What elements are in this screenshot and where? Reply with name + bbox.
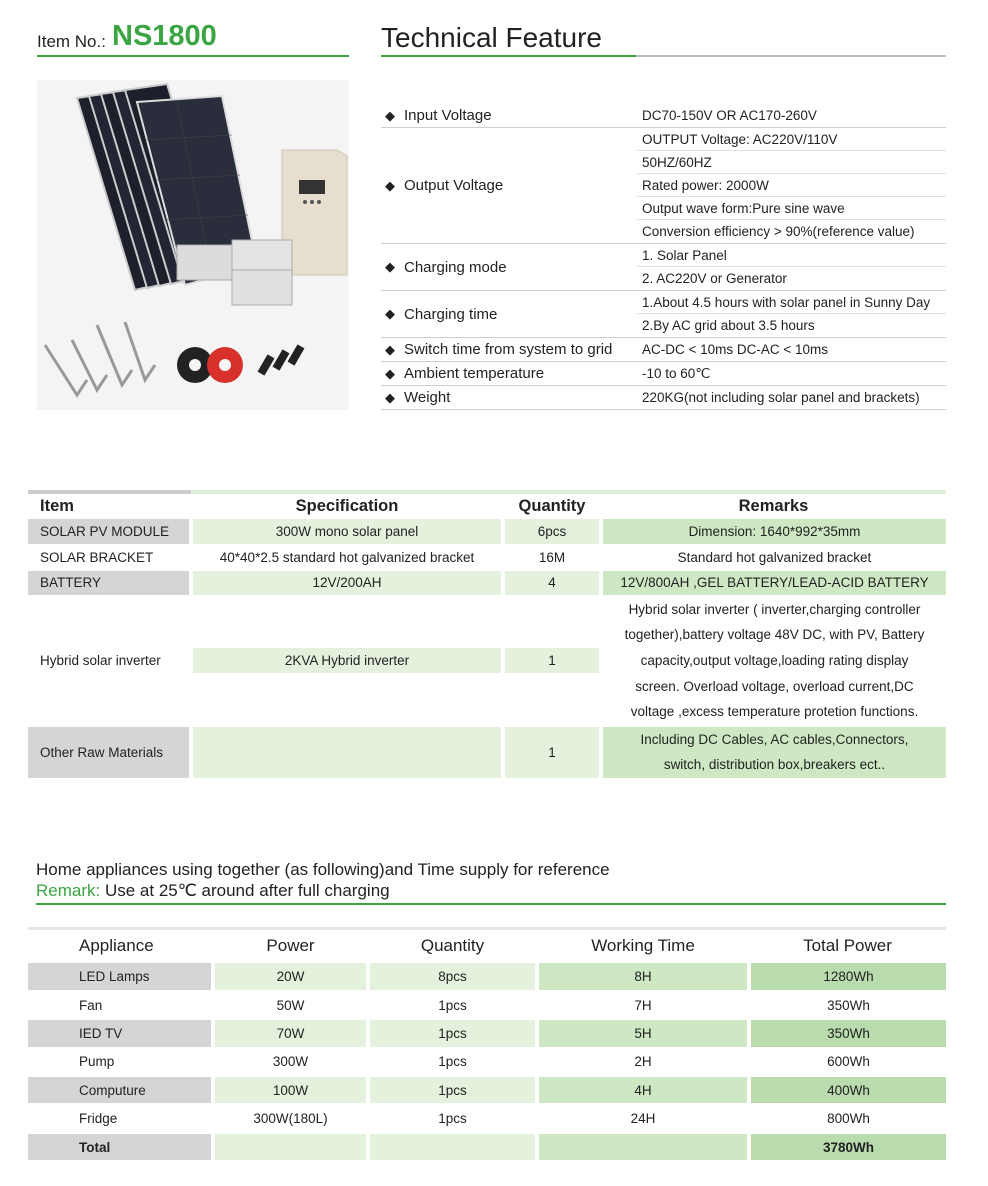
feature-value: Rated power: 2000W <box>637 174 946 197</box>
feature-value: -10 to 60℃ <box>642 366 711 381</box>
item-label: Hybrid solar inverter <box>40 653 161 669</box>
feature-value: 2. AC220V or Generator <box>642 271 787 286</box>
total-power-cell: 350Wh <box>749 1019 946 1047</box>
working-time-cell: 8H <box>537 963 749 991</box>
remarks-line: capacity,output voltage,loading rating display <box>640 652 909 668</box>
table-row <box>28 545 946 571</box>
solar-kit-illustration <box>37 80 349 410</box>
table-row <box>28 726 946 779</box>
feature-value: AC-DC < 10ms DC-AC < 10ms <box>642 342 829 357</box>
quantity-cell: 6pcs <box>503 519 601 545</box>
total-power-cell: 400Wh <box>749 1076 946 1104</box>
column-header: Total Power <box>749 929 946 963</box>
table-row <box>28 991 946 1019</box>
feature-key: Switch time from system to grid <box>404 341 613 358</box>
diamond-bullet-icon: ◆ <box>385 306 395 321</box>
remarks-line: Including DC Cables, AC cables,Connectors, <box>640 731 909 747</box>
total-power-cell: 600Wh <box>749 1048 946 1076</box>
appliances-remark <box>36 881 390 901</box>
column-header: Item <box>28 492 191 519</box>
total-power-cell: 800Wh <box>749 1104 946 1132</box>
working-time-cell: 24H <box>537 1104 749 1132</box>
appliance-cell: Total <box>28 1133 213 1161</box>
column-header: Remarks <box>601 492 946 519</box>
appliances-title: Home appliances using together (as following)and Time supply for reference <box>36 860 610 879</box>
quantity-cell: 1pcs <box>368 1104 537 1132</box>
feature-key: Output Voltage <box>404 177 504 194</box>
brackets-image <box>45 322 155 395</box>
power-cell: 50W <box>213 991 368 1019</box>
spec-cell <box>191 596 503 726</box>
total-power-cell: 1280Wh <box>749 963 946 991</box>
table-row <box>28 519 946 545</box>
technical-feature-title: Technical Feature <box>381 22 603 53</box>
product-photo <box>37 80 349 410</box>
feature-switch-time <box>381 338 946 362</box>
quantity-cell: 1pcs <box>368 991 537 1019</box>
spec-label: 2KVA Hybrid inverter <box>193 648 501 673</box>
feature-ambient-temperature <box>381 362 946 386</box>
power-cell: 100W <box>213 1076 368 1104</box>
item-number-label: Item No.: <box>37 32 106 51</box>
appliances-table <box>28 927 946 1162</box>
feature-charging-mode <box>381 244 946 291</box>
remarks-line: together),battery voltage 48V DC, with PV, Battery <box>624 627 925 643</box>
column-header: Quantity <box>503 492 601 519</box>
quantity-cell: 1 <box>503 726 601 779</box>
technical-features-list <box>381 104 946 410</box>
section-divider <box>36 903 946 905</box>
quantity-cell: 4 <box>503 570 601 596</box>
feature-value: Output wave form:Pure sine wave <box>637 197 946 220</box>
quantity-cell: 1pcs <box>368 1076 537 1104</box>
remarks-line: switch, distribution box,breakers ect.. <box>663 757 886 773</box>
remarks-line: voltage ,excess temperature protetion functions. <box>630 704 919 720</box>
table-header-row <box>28 492 946 519</box>
feature-value: 2.By AC grid about 3.5 hours <box>642 318 815 333</box>
remarks-cell <box>601 726 946 779</box>
remarks-line: Hybrid solar inverter ( inverter,charging controller <box>628 601 921 617</box>
column-header: Quantity <box>368 929 537 963</box>
working-time-cell: 2H <box>537 1048 749 1076</box>
feature-key: Input Voltage <box>404 107 492 124</box>
power-cell: 70W <box>213 1019 368 1047</box>
power-cell: 20W <box>213 963 368 991</box>
table-row <box>28 963 946 991</box>
quantity-cell <box>503 596 601 726</box>
item-cell: Other Raw Materials <box>28 726 191 779</box>
appliance-cell: Fridge <box>28 1104 213 1132</box>
column-header: Power <box>213 929 368 963</box>
item-number-value: NS1800 <box>112 20 217 52</box>
feature-value: 1. Solar Panel <box>637 244 946 267</box>
diamond-bullet-icon: ◆ <box>385 107 395 123</box>
feature-key: Charging time <box>404 305 498 323</box>
appliance-cell: Pump <box>28 1048 213 1076</box>
feature-value: OUTPUT Voltage: AC220V/110V <box>637 128 946 151</box>
appliance-cell: Computure <box>28 1076 213 1104</box>
remarks-cell: 12V/800AH ,GEL BATTERY/LEAD-ACID BATTERY <box>601 570 946 596</box>
feature-charging-time <box>381 291 946 338</box>
table-row <box>28 1019 946 1047</box>
quantity-cell: 1pcs <box>368 1019 537 1047</box>
table-row <box>28 1048 946 1076</box>
feature-weight <box>381 386 946 410</box>
technical-feature-header <box>381 20 946 57</box>
appliance-cell: IED TV <box>28 1019 213 1047</box>
column-header: Working Time <box>537 929 749 963</box>
feature-key: Charging mode <box>404 258 507 276</box>
working-time-cell <box>537 1133 749 1161</box>
feature-value: 1.About 4.5 hours with solar panel in Sunny Day <box>637 291 946 314</box>
remarks-line: screen. Overload voltage, overload current,DC <box>635 678 914 694</box>
diamond-bullet-icon: ◆ <box>385 365 395 381</box>
quantity-label: 1 <box>505 648 599 673</box>
spec-cell: 12V/200AH <box>191 570 503 596</box>
diamond-bullet-icon: ◆ <box>385 341 395 357</box>
column-header: Specification <box>191 492 503 519</box>
feature-key: Ambient temperature <box>404 365 545 382</box>
diamond-bullet-icon: ◆ <box>385 259 395 274</box>
item-cell: BATTERY <box>28 570 191 596</box>
feature-value: 50HZ/60HZ <box>637 151 946 174</box>
appliance-cell: Fan <box>28 991 213 1019</box>
power-cell: 300W <box>213 1048 368 1076</box>
feature-key: Weight <box>404 389 451 406</box>
total-power-cell: 350Wh <box>749 991 946 1019</box>
table-row <box>28 596 946 726</box>
table-row <box>28 570 946 596</box>
feature-input-voltage <box>381 104 946 128</box>
spec-cell: 40*40*2.5 standard hot galvanized bracket <box>191 545 503 571</box>
spec-cell <box>191 726 503 779</box>
working-time-cell: 4H <box>537 1076 749 1104</box>
column-header: Appliance <box>28 929 213 963</box>
feature-value: Conversion efficiency > 90%(reference value) <box>642 224 915 239</box>
power-cell: 300W(180L) <box>213 1104 368 1132</box>
remarks-cell: Dimension: 1640*992*35mm <box>601 519 946 545</box>
quantity-cell <box>368 1133 537 1161</box>
diamond-bullet-icon: ◆ <box>385 389 395 405</box>
appliance-cell: LED Lamps <box>28 963 213 991</box>
item-number-header <box>37 20 349 57</box>
table-row <box>28 1076 946 1104</box>
item-cell: SOLAR PV MODULE <box>28 519 191 545</box>
remarks-cell <box>601 596 946 726</box>
working-time-cell: 7H <box>537 991 749 1019</box>
table-row <box>28 1104 946 1132</box>
table-header-row <box>28 929 946 963</box>
quantity-cell: 8pcs <box>368 963 537 991</box>
item-cell: SOLAR BRACKET <box>28 545 191 571</box>
feature-value: 220KG(not including solar panel and brackets) <box>642 390 920 405</box>
feature-output-voltage <box>381 128 946 244</box>
remark-label: Remark: <box>36 881 101 900</box>
remarks-cell: Standard hot galvanized bracket <box>601 545 946 571</box>
total-row <box>28 1133 946 1161</box>
item-cell <box>28 596 191 726</box>
diamond-bullet-icon: ◆ <box>385 177 395 193</box>
feature-value: DC70-150V OR AC170-260V <box>642 108 817 123</box>
components-table <box>28 490 946 780</box>
spec-cell: 300W mono solar panel <box>191 519 503 545</box>
power-cell <box>213 1133 368 1161</box>
total-power-cell: 3780Wh <box>749 1133 946 1161</box>
batteries-image <box>177 240 292 305</box>
connectors-image <box>258 344 305 375</box>
remark-text: Use at 25℃ around after full charging <box>100 881 390 900</box>
quantity-cell: 16M <box>503 545 601 571</box>
quantity-cell: 1pcs <box>368 1048 537 1076</box>
cables-image <box>177 347 243 383</box>
working-time-cell: 5H <box>537 1019 749 1047</box>
